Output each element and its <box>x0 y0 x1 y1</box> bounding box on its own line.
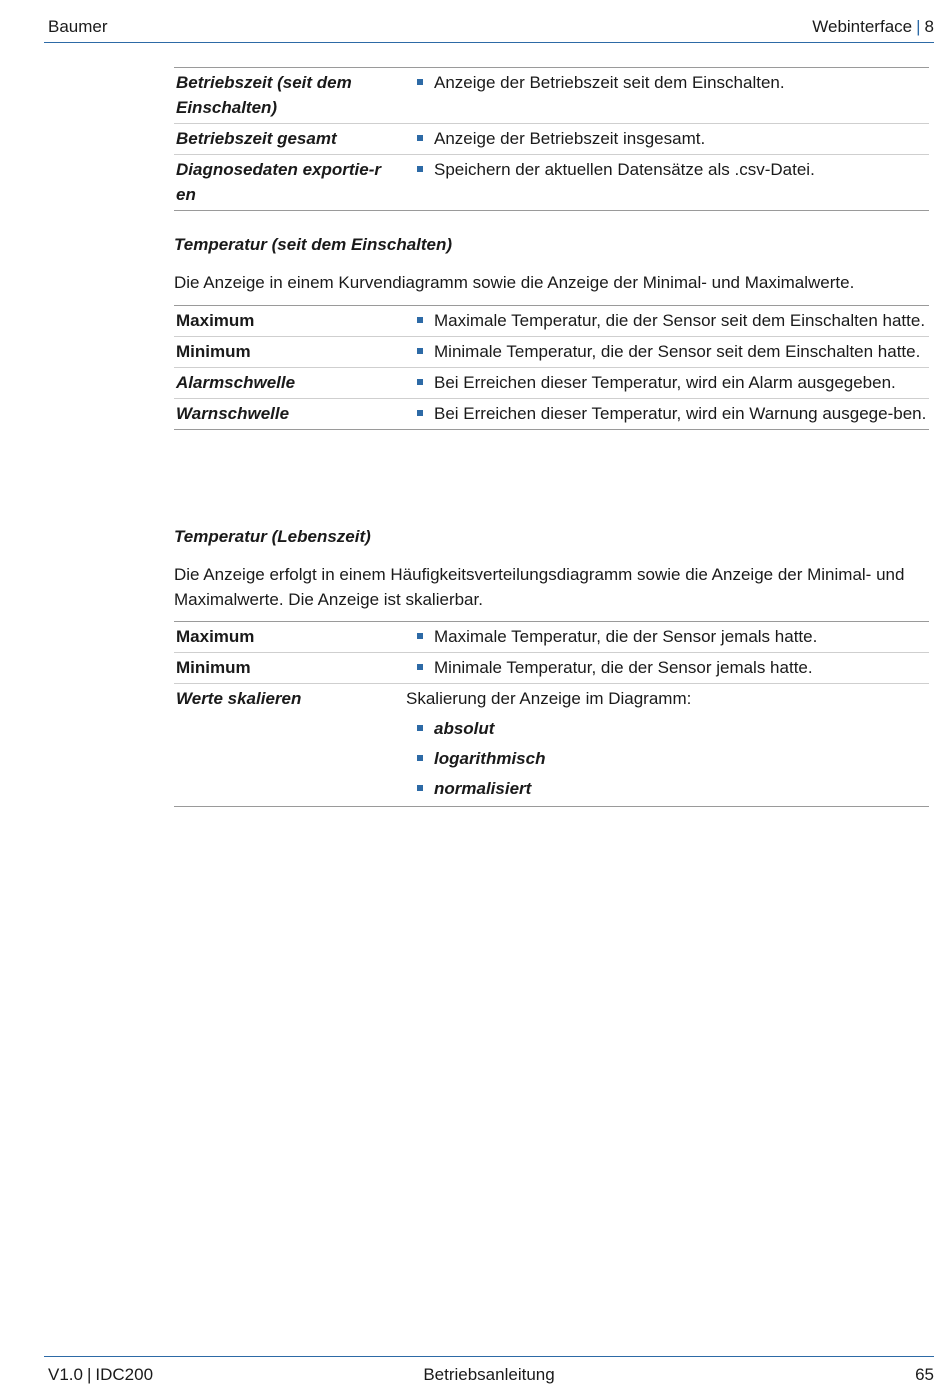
bullet-item: Bei Erreichen dieser Temperatur, wird ein Alarm ausgegeben. <box>404 370 927 395</box>
table-row <box>174 337 929 368</box>
description-cell <box>404 399 929 430</box>
table-temperature-since-power-on <box>174 305 929 430</box>
term-export-diagnostic-data <box>174 155 404 211</box>
description-cell <box>404 368 929 399</box>
bullet-item: Speichern der aktuellen Datensätze als .csv-Datei. <box>404 157 927 182</box>
term-alarm-threshold: Alarmschwelle <box>174 368 404 399</box>
term-maximum: Maximum <box>174 622 404 653</box>
option-absolute: absolut <box>404 716 927 741</box>
description-cell <box>404 337 929 368</box>
page-header <box>44 12 934 43</box>
table-temperature-lifetime <box>174 621 929 807</box>
description-intro: Skalierung der Anzeige im Diagramm: <box>406 689 692 708</box>
bullet-item: Minimale Temperatur, die der Sensor jemals hatte. <box>404 655 927 680</box>
description-cell <box>404 124 929 155</box>
bullet-item: Minimale Temperatur, die der Sensor seit dem Einschalten hatte. <box>404 339 927 364</box>
footer-doctype: Betriebsanleitung <box>423 1365 555 1384</box>
table-row <box>174 684 929 807</box>
term-operating-time-since-power-on <box>174 68 404 124</box>
bullet-item: Anzeige der Betriebszeit seit dem Einschalten. <box>404 70 927 95</box>
table-row <box>174 399 929 430</box>
term-operating-time-total: Betriebszeit gesamt <box>174 124 404 155</box>
header-chapter-number: 8 <box>924 17 934 36</box>
description-cell <box>404 622 929 653</box>
header-brand: Baumer <box>48 17 108 36</box>
table-operating-time <box>174 67 929 211</box>
description-cell <box>404 155 929 211</box>
footer-product: IDC200 <box>95 1365 154 1384</box>
bullet-item: Anzeige der Betriebszeit insgesamt. <box>404 126 927 151</box>
term-scale-values: Werte skalieren <box>174 684 404 807</box>
description-cell <box>404 684 929 807</box>
bullet-item: Bei Erreichen dieser Temperatur, wird ein Warnung ausgege-ben. <box>404 401 927 426</box>
table-row <box>174 155 929 211</box>
section-heading: Temperatur (Lebenszeit) <box>174 527 371 546</box>
section-heading: Temperatur (seit dem Einschalten) <box>174 235 453 254</box>
table-row <box>174 124 929 155</box>
description-cell <box>404 68 929 124</box>
page-footer <box>44 1356 934 1387</box>
option-normalized: normalisiert <box>404 776 927 801</box>
table-row <box>174 653 929 684</box>
table-row <box>174 368 929 399</box>
header-section <box>812 14 934 39</box>
description-cell <box>404 653 929 684</box>
section-text: Die Anzeige in einem Kurvendiagramm sowie die Anzeige der Minimal- und Maximalwerte. <box>174 273 855 292</box>
table-row <box>174 68 929 124</box>
option-logarithmic: logarithmisch <box>404 746 927 771</box>
footer-separator: | <box>86 1365 92 1384</box>
section-temperature-since-power-on <box>174 232 929 295</box>
section-temperature-lifetime <box>174 524 929 612</box>
table-row <box>174 306 929 337</box>
bullet-item: Maximale Temperatur, die der Sensor jemals hatte. <box>404 624 927 649</box>
term-warning-threshold: Warnschwelle <box>174 399 404 430</box>
header-separator: | <box>916 17 921 36</box>
footer-version: V1.0 <box>48 1365 83 1384</box>
term-label: Diagnosedaten exportie-ren <box>176 160 381 204</box>
term-label: Betriebszeit (seit dem Einschalten) <box>176 73 352 117</box>
page-number: 65 <box>915 1365 934 1384</box>
term-minimum: Minimum <box>174 337 404 368</box>
table-row <box>174 622 929 653</box>
header-section-title: Webinterface <box>812 17 913 36</box>
section-text: Die Anzeige erfolgt in einem Häufigkeitsverteilungsdiagramm sowie die Anzeige der Minimal- und Maximalwerte. Die Anzeige ist skalierbar. <box>174 565 905 609</box>
description-cell <box>404 306 929 337</box>
term-minimum: Minimum <box>174 653 404 684</box>
bullet-item: Maximale Temperatur, die der Sensor seit dem Einschalten hatte. <box>404 308 927 333</box>
term-maximum: Maximum <box>174 306 404 337</box>
